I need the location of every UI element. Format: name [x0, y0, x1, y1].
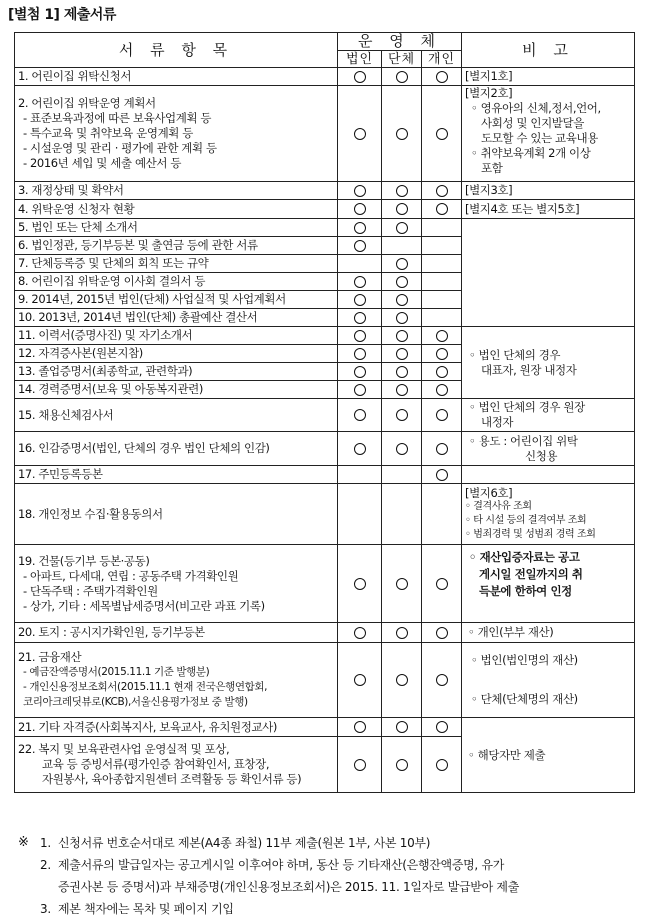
circle-mark-icon: [396, 409, 408, 421]
bigo-line: 대표자, 원장 내정자: [481, 362, 577, 377]
table-row: [15, 68, 635, 86]
circle-mark-icon: [354, 366, 366, 378]
circle-mark-icon: [396, 578, 408, 590]
circle-mark-icon: [354, 185, 366, 197]
circle-mark-icon: [436, 443, 448, 455]
circle-mark-icon: [396, 674, 408, 686]
row-label: 1. 어린이집 위탁신청서: [15, 68, 338, 86]
table-row: [15, 718, 635, 737]
bigo-line: ◦ 법인 단체의 경우: [469, 347, 561, 362]
circle-mark-icon: [354, 203, 366, 215]
row-label: 17. 주민등록등본: [15, 466, 338, 484]
row-label: 20. 토지 : 공시지가확인원, 등기부등본: [15, 623, 338, 643]
row-label: 21. 금융재산: [18, 650, 82, 664]
circle-mark-icon: [436, 71, 448, 83]
circle-mark-icon: [354, 128, 366, 140]
circle-mark-icon: [396, 366, 408, 378]
circle-mark-icon: [354, 384, 366, 396]
circle-mark-icon: [436, 759, 448, 771]
row-label: 22. 복지 및 보육관련사업 운영실적 및 포상,: [18, 742, 230, 756]
row-label: 4. 위탁운영 신청자 현황: [15, 200, 338, 219]
circle-mark-icon: [396, 71, 408, 83]
circle-mark-icon: [436, 721, 448, 733]
header-entity: 운 영 체: [338, 33, 462, 51]
row-sub: - 특수교육 및 취약보육 운영계획 등: [23, 126, 193, 140]
bigo-empty: [462, 219, 635, 327]
bigo-line: ◦ 재산입증자료는 공고: [469, 550, 580, 564]
circle-mark-icon: [436, 348, 448, 360]
table-row: [15, 200, 635, 219]
circle-mark-icon: [436, 128, 448, 140]
note-num: 3.: [40, 902, 51, 916]
circle-mark-icon: [436, 409, 448, 421]
bigo-line: 신청용: [525, 448, 558, 463]
circle-mark-icon: [354, 240, 366, 252]
note-num: 1.: [40, 836, 51, 850]
circle-mark-icon: [354, 294, 366, 306]
circle-mark-icon: [354, 276, 366, 288]
bigo-line: ◦ 영유아의 신체,정서,언어,: [471, 101, 601, 115]
circle-mark-icon: [396, 294, 408, 306]
bigo-line: ◦ 결격사유 조회: [465, 501, 532, 512]
row-label: 16. 인감증명서(법인, 단체의 경우 법인 단체의 인감): [15, 432, 338, 466]
row-sub: - 시설운영 및 관리 · 평가에 관한 계획 등: [23, 141, 217, 155]
bigo-line: ◦ 개인(부부 재산): [462, 623, 635, 643]
circle-mark-icon: [354, 721, 366, 733]
bigo-line: ◦ 용도 : 어린이집 위탁: [469, 433, 578, 448]
circle-mark-icon: [354, 578, 366, 590]
bigo-line: ◦ 단체(단체명의 재산): [471, 692, 578, 706]
row-label: 14. 경력증명서(보육 및 아동복지관련): [15, 381, 338, 399]
bigo-line: ◦ 취약보육계획 2개 이상: [471, 146, 591, 160]
row-sub: - 2016년 세입 및 세출 예산서 등: [23, 156, 182, 170]
row-bigo: [별지1호]: [462, 68, 635, 86]
row-label: 10. 2013년, 2014년 법인(단체) 총괄예산 결산서: [15, 309, 338, 327]
header-bigo: 비 고: [462, 33, 635, 68]
circle-mark-icon: [436, 384, 448, 396]
table-row: [15, 623, 635, 643]
row-label: 19. 건물(등기부 등본·공동): [18, 553, 150, 568]
circle-mark-icon: [396, 258, 408, 270]
table-row: [15, 86, 635, 182]
bigo-line: 득분에 한하여 인정: [479, 584, 572, 598]
table-row: [15, 643, 635, 718]
circle-mark-icon: [396, 312, 408, 324]
row-label: 6. 법인정관, 등기부등본 및 출연금 등에 관한 서류: [15, 237, 338, 255]
circle-mark-icon: [436, 627, 448, 639]
circle-mark-icon: [436, 578, 448, 590]
row-sub: - 상가, 기타 : 세목별납세증명서(비고란 과표 기록): [23, 598, 265, 613]
note-num: 2.: [40, 858, 51, 872]
circle-mark-icon: [396, 384, 408, 396]
row-sub: 교육 등 증빙서류(평가인증 참여확인서, 표창장,: [42, 757, 270, 771]
row-label: 12. 자격증사본(원본지참): [15, 345, 338, 363]
bigo-line: 포함: [481, 161, 503, 175]
bigo-line: ◦ 해당자만 제출: [462, 718, 635, 793]
row-sub: - 아파트, 다세대, 연립 : 공동주택 가격확인원: [23, 568, 239, 583]
circle-mark-icon: [436, 366, 448, 378]
row-sub: 자원봉사, 육아종합지원센터 조력활동 등 확인서류 등): [42, 772, 302, 786]
table-row: [15, 432, 635, 466]
bigo-head: [별지2호]: [465, 86, 513, 100]
note-item: [18, 898, 638, 920]
circle-mark-icon: [354, 348, 366, 360]
bigo-line: ◦ 법인(법인명의 재산): [471, 653, 578, 667]
table-row: [15, 327, 635, 345]
row-sub: - 개인신용정보조회서(2015.11.1 현재 전국은행연합회,: [23, 681, 268, 693]
table-row: [15, 484, 635, 545]
row-label: 7. 단체등록증 및 단체의 회칙 또는 규약: [15, 255, 338, 273]
row-label: 11. 이력서(증명사진) 및 자기소개서: [15, 327, 338, 345]
circle-mark-icon: [354, 222, 366, 234]
page-title: [별첨 1] 제출서류: [8, 7, 116, 23]
note-text: 증권사본 등 증명서)과 부채증명(개인신용정보조회서)은 2015. 11. 1일자로 발급받아 제출: [58, 880, 519, 894]
circle-mark-icon: [396, 721, 408, 733]
table-row: [15, 219, 635, 237]
row-label: 15. 채용신체검사서: [15, 399, 338, 432]
circle-mark-icon: [396, 222, 408, 234]
circle-mark-icon: [354, 674, 366, 686]
circle-mark-icon: [354, 71, 366, 83]
circle-mark-icon: [436, 185, 448, 197]
table-row: [15, 399, 635, 432]
bigo-line: 게시일 전일까지의 취: [479, 567, 583, 581]
row-label: 3. 재정상태 및 확약서: [15, 182, 338, 200]
note-text: 제본 책자에는 목차 및 페이지 기입: [58, 902, 234, 916]
bigo-line: ◦ 타 시설 등의 결격여부 조회: [465, 515, 587, 526]
note-text: 신청서류 번호순서대로 제본(A4종 좌철) 11부 제출(원본 1부, 사본 10부): [58, 836, 431, 850]
circle-mark-icon: [436, 469, 448, 481]
row-label: 5. 법인 또는 단체 소개서: [15, 219, 338, 237]
header-doc: 서 류 항 목: [15, 33, 338, 68]
circle-mark-icon: [354, 759, 366, 771]
bigo-line: ◦ 범죄경력 및 성범죄 경력 조회: [465, 529, 596, 540]
row-label: 8. 어린이집 위탁운영 이사회 결의서 등: [15, 273, 338, 291]
note-item: [18, 832, 638, 854]
circle-mark-icon: [396, 185, 408, 197]
circle-mark-icon: [354, 312, 366, 324]
row-label: 18. 개인정보 수집·활용동의서: [15, 484, 338, 545]
bigo-head: [별지6호]: [465, 486, 513, 500]
note-mark: ※: [18, 835, 29, 850]
circle-mark-icon: [354, 330, 366, 342]
circle-mark-icon: [436, 674, 448, 686]
circle-mark-icon: [354, 409, 366, 421]
circle-mark-icon: [436, 330, 448, 342]
bigo-line: 도모할 수 있는 교육내용: [481, 131, 598, 145]
row-label: 2. 어린이집 위탁운영 계획서: [18, 96, 156, 110]
bigo-line: 내정자: [481, 415, 514, 429]
notes-section: [18, 832, 638, 920]
circle-mark-icon: [354, 443, 366, 455]
table-row: [15, 466, 635, 484]
note-text: 제출서류의 발급일자는 공고게시일 이후여야 하며, 동산 등 기타재산(은행잔액증명, 유가: [58, 858, 505, 872]
table-row: [15, 182, 635, 200]
note-item: [18, 876, 638, 898]
circle-mark-icon: [354, 627, 366, 639]
row-sub: 코리아크레딧뷰로(KCB),서울신용평가정보 중 발행): [23, 696, 248, 708]
bigo-line: ◦ 법인 단체의 경우 원장: [469, 400, 585, 414]
row-bigo: [별지4호 또는 별지5호]: [462, 200, 635, 219]
row-label: 21. 기타 자격증(사회복지사, 보육교사, 유치원정교사): [15, 718, 338, 737]
document-table: [14, 32, 635, 793]
circle-mark-icon: [396, 128, 408, 140]
row-label: 9. 2014년, 2015년 법인(단체) 사업실적 및 사업계획서: [15, 291, 338, 309]
row-sub: - 예금잔액증명서(2015.11.1 기준 발행분): [23, 666, 210, 678]
header-col-group: 단체: [382, 51, 422, 68]
circle-mark-icon: [436, 203, 448, 215]
note-item: [18, 854, 638, 876]
bigo-line: 사회성 및 인지발달을: [481, 116, 584, 130]
circle-mark-icon: [396, 276, 408, 288]
circle-mark-icon: [396, 759, 408, 771]
header-col-indiv: 개인: [422, 51, 462, 68]
circle-mark-icon: [396, 627, 408, 639]
header-col-corp: 법인: [338, 51, 382, 68]
circle-mark-icon: [396, 348, 408, 360]
row-sub: - 표준보육과정에 따른 보육사업계획 등: [23, 111, 212, 125]
circle-mark-icon: [396, 203, 408, 215]
circle-mark-icon: [396, 443, 408, 455]
circle-mark-icon: [396, 330, 408, 342]
row-bigo: [별지3호]: [462, 182, 635, 200]
table-row: [15, 545, 635, 623]
row-label: 13. 졸업증명서(최종학교, 관련학과): [15, 363, 338, 381]
row-sub: - 단독주택 : 주택가격확인원: [23, 583, 158, 598]
